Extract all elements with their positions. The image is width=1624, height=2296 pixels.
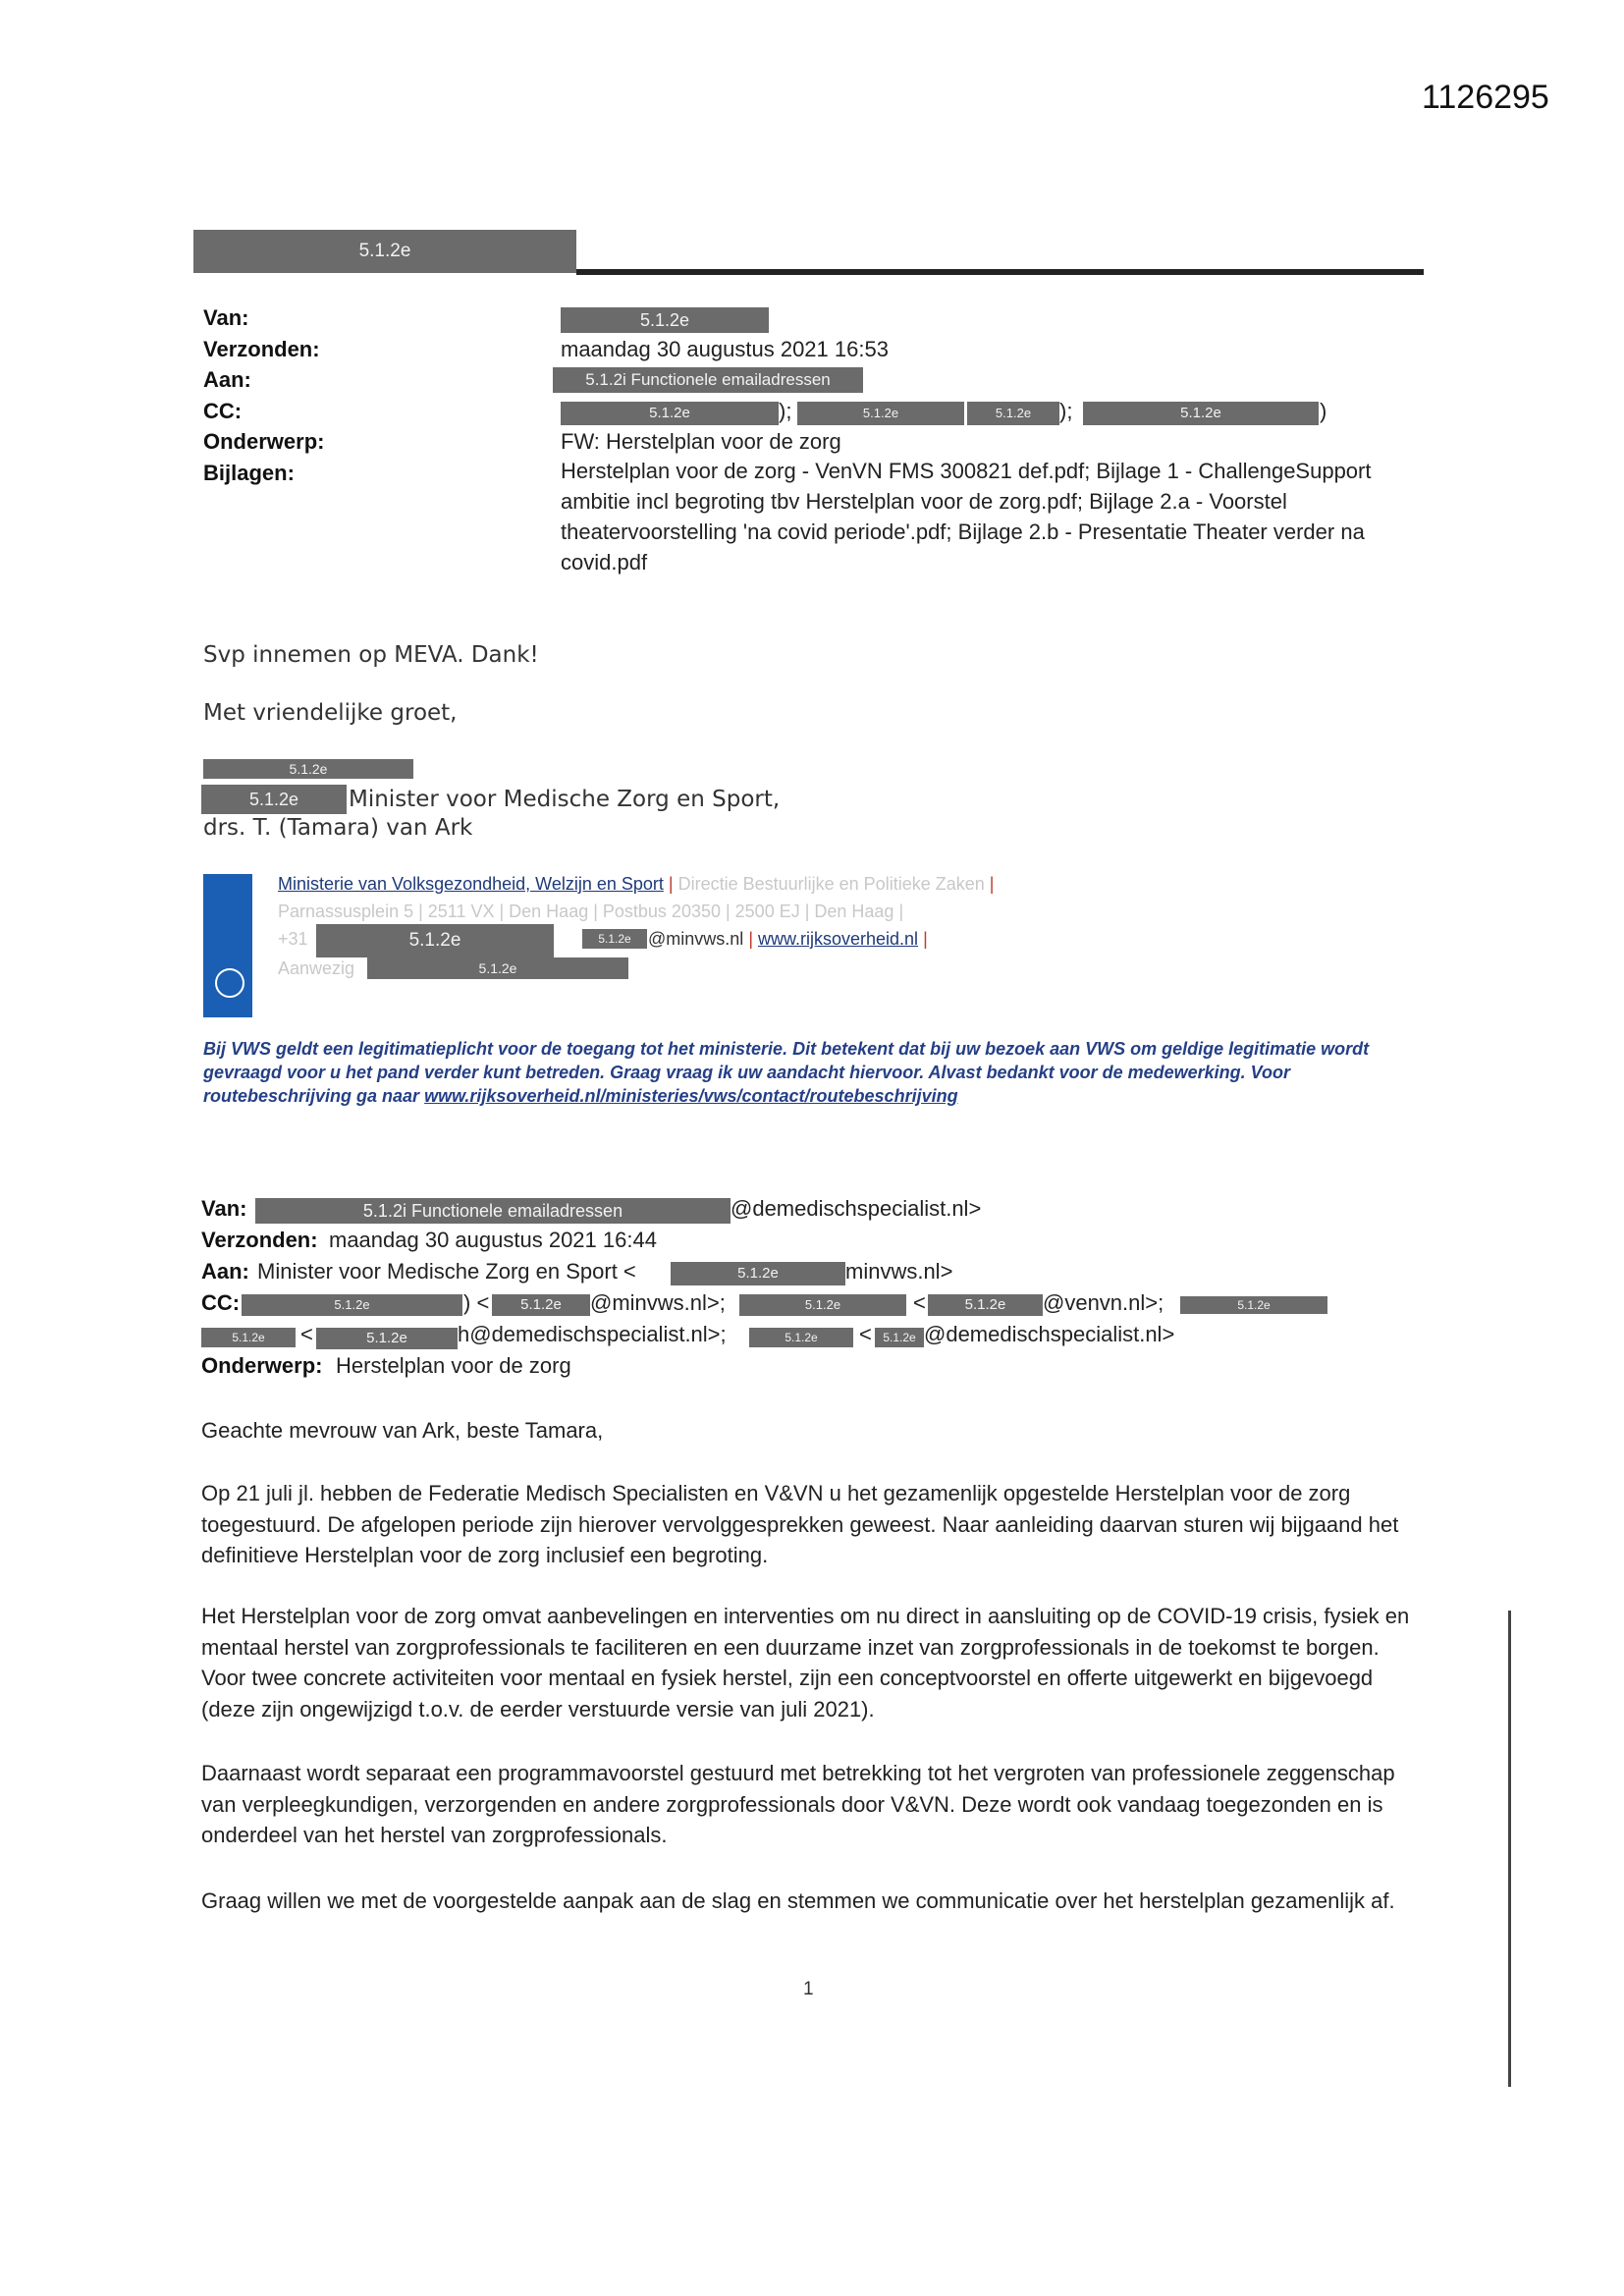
signature-role: Minister voor Medische Zorg en Sport, [349, 787, 781, 812]
fwd-subject-value: Herstelplan voor de zorg [336, 1353, 571, 1378]
fwd-cc-redaction-8: 5.1.2e [749, 1328, 853, 1347]
phone-prefix: +31 [278, 929, 308, 949]
fwd-from-suffix: @demedischspecialist.nl> [731, 1196, 982, 1221]
to-label: Aan: [203, 367, 251, 392]
website-link[interactable]: www.rijksoverheid.nl [758, 929, 919, 949]
cc-end: ) [1320, 399, 1327, 423]
ministry-address: Parnassusplein 5 | 2511 VX | Den Haag | Postbus 20350 | 2500 EJ | Den Haag | [278, 902, 904, 921]
scan-edge-line [1508, 1611, 1511, 2087]
signature-contact-line: @minvws.nl | www.rijksoverheid.nl | [648, 929, 928, 949]
fwd-to-label: Aan: [201, 1259, 249, 1284]
ministry-link[interactable]: Ministerie van Volksgezondheid, Welzijn en Sport [278, 874, 664, 894]
fwd-to-suffix: minvws.nl> [845, 1259, 953, 1284]
from-label: Van: [203, 305, 249, 330]
fwd-sent-label: Verzonden: [201, 1228, 318, 1252]
fwd-cc-text-8: @demedischspecialist.nl> [924, 1322, 1175, 1346]
cc-label: CC: [203, 399, 243, 423]
aanwezig-label: Aanwezig [278, 958, 355, 978]
fwd-sent-value: maandag 30 augustus 2021 16:44 [329, 1228, 657, 1252]
fwd-to-redaction: 5.1.2e [671, 1262, 845, 1285]
sent-label: Verzonden: [203, 337, 320, 361]
cc-separator-2: ); [1059, 399, 1073, 423]
fwd-cc-redaction-5: 5.1.2e [1180, 1296, 1327, 1314]
route-prefix: Voor routebeschrijving ga naar [203, 1063, 1290, 1106]
redaction-block: 5.1.2e [193, 230, 576, 273]
note-line-2: Met vriendelijke groet, [203, 700, 458, 726]
greeting: Geachte mevrouw van Ark, beste Tamara, [201, 1418, 604, 1443]
to-redaction: 5.1.2i Functionele emailadressen [553, 367, 863, 393]
signature-name: drs. T. (Tamara) van Ark [203, 815, 473, 841]
document-number: 1126295 [1422, 79, 1549, 116]
paragraph-1: Op 21 juli jl. hebben de Federatie Medisch Specialisten en V&VN u het gezamenlijk opgestelde Herstelplan voor de zorg toegestuurd. De afgelopen periode zijn hierover vervolggesprekken geweest. Naar aanleiding daarvan sturen wij bijgaand het definitieve Herstelplan voor de zorg inclusief een begroting. [201, 1481, 1399, 1567]
paragraph-3: Daarnaast wordt separaat een programmavoorstel gestuurd met betrekking tot het vergroten van professionele zeggenschap van verpleegkundigen, verzorgenden en andere zorgprofessionals door V&VN. Deze wordt ook vandaag toegezonden en is onderdeel van het herstel van zorgprofessionals. [201, 1761, 1395, 1847]
fwd-cc-redaction-2: 5.1.2e [492, 1294, 590, 1316]
notice-text: Bij VWS geldt een legitimatieplicht voor de toegang tot het ministerie. Dit betekent dat bij uw bezoek aan VWS om geldige legitimatie wordt gevraagd voor u het pand verder kunt betreden. Graag vraag ik uw aandacht hiervoor. Alvast bedankt voor de medewerking. [203, 1039, 1370, 1082]
fwd-cc-text-1: ) < [463, 1290, 490, 1315]
paragraph-4: Graag willen we met de voorgestelde aanpak aan de slag en stemmen we communicatie over het herstelplan gezamenlijk af. [201, 1888, 1395, 1913]
attachments-label: Bijlagen: [203, 461, 295, 485]
email-redaction: 5.1.2e [582, 929, 647, 949]
fwd-cc-text-4: @venvn.nl>; [1043, 1290, 1164, 1315]
fwd-from-redaction: 5.1.2i Functionele emailadressen [255, 1198, 731, 1224]
signature-ministry-line: Ministerie van Volksgezondheid, Welzijn en Sport | Directie Bestuurlijke en Politieke Zaken | [278, 874, 995, 894]
fwd-cc-text-6: h@demedischspecialist.nl>; [458, 1322, 727, 1346]
subject-label: Onderwerp: [203, 429, 325, 454]
fwd-cc-redaction-9: 5.1.2e [875, 1328, 924, 1347]
signature-name-redaction: 5.1.2e [203, 759, 413, 779]
cc-redaction-3: 5.1.2e [967, 402, 1059, 425]
page-number: 1 [803, 1979, 814, 1999]
attachments-value: Herstelplan voor de zorg - VenVN FMS 300821 def.pdf; Bijlage 1 - ChallengeSupport ambitie incl begroting tbv Herstelplan voor de zorg.pdf; Bijlage 2.a - Voorstel theatervoorstelling 'na covid periode'.pdf; Bijlage 2.b - Presentatie Theater verder na covid.pdf [561, 459, 1372, 574]
legitimation-notice [203, 1037, 1421, 1108]
fwd-cc-text-7: < [859, 1322, 872, 1346]
fwd-cc-text-2: @minvws.nl>; [590, 1290, 726, 1315]
email-domain: @minvws.nl [648, 929, 744, 949]
paragraph-2: Het Herstelplan voor de zorg omvat aanbevelingen en interventies om nu direct in aansluiting op de COVID-19 crisis, fysiek en mentaal herstel van zorgprofessionals te faciliteren en een duurzame inzet van zorgprofessionals in de toekomst te borgen. Voor twee concrete activiteiten voor mentaal en fysiek herstel, zijn een conceptvoorstel en offerte uitgewerkt en bijgevoegd (deze zijn ongewijzigd t.o.v. de eerder verstuurde versie van juli 2021). [201, 1604, 1410, 1722]
crest-icon [215, 968, 244, 998]
ministry-logo [203, 874, 252, 1017]
cc-separator-1: ); [779, 399, 792, 423]
fwd-cc-redaction-7: 5.1.2e [316, 1328, 458, 1349]
cc-redaction-1: 5.1.2e [561, 402, 779, 425]
fwd-cc-label: CC: [201, 1290, 241, 1315]
fwd-to-prefix: Minister voor Medische Zorg en Sport < [257, 1259, 636, 1284]
subject-value: FW: Herstelplan voor de zorg [561, 429, 841, 454]
sent-value: maandag 30 augustus 2021 16:53 [561, 337, 889, 361]
fwd-from-label: Van: [201, 1196, 247, 1221]
fwd-cc-redaction-1: 5.1.2e [242, 1294, 462, 1316]
ministry-dept: Directie Bestuurlijke en Politieke Zaken [677, 874, 985, 894]
fwd-cc-redaction-6: 5.1.2e [201, 1328, 296, 1347]
aanwezig-redaction: 5.1.2e [367, 957, 628, 979]
phone-redaction: 5.1.2e [316, 924, 554, 957]
signature-title-redaction: 5.1.2e [201, 785, 347, 814]
fwd-cc-redaction-4: 5.1.2e [928, 1294, 1043, 1316]
fwd-cc-text-5: < [300, 1322, 313, 1346]
fwd-cc-text-3: < [913, 1290, 926, 1315]
fwd-subject-label: Onderwerp: [201, 1353, 323, 1378]
cc-redaction-4: 5.1.2e [1083, 402, 1319, 425]
header-rule [576, 269, 1424, 275]
fwd-cc-redaction-3: 5.1.2e [739, 1294, 906, 1316]
cc-redaction-2: 5.1.2e [797, 402, 964, 425]
route-link[interactable]: www.rijksoverheid.nl/ministeries/vws/contact/routebeschrijving [424, 1086, 958, 1106]
from-redaction: 5.1.2e [561, 307, 769, 333]
note-line-1: Svp innemen op MEVA. Dank! [203, 642, 539, 668]
